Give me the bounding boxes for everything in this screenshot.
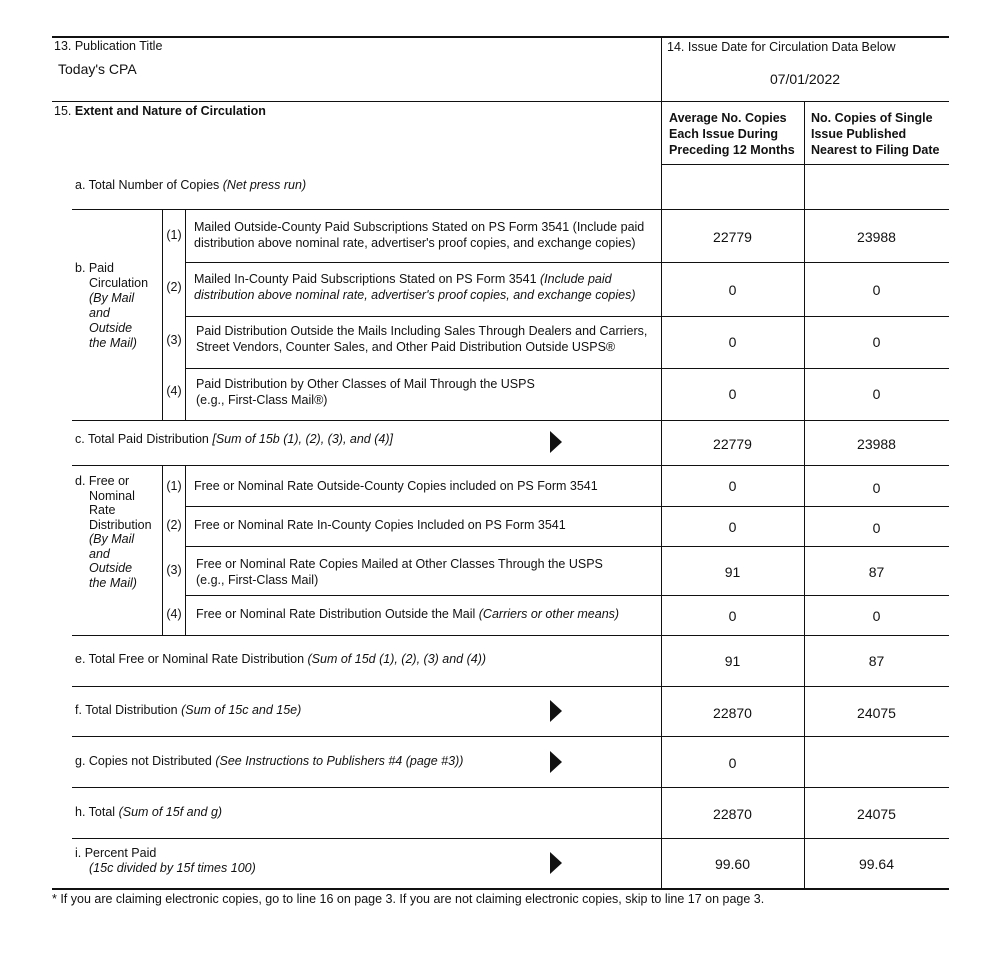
row-d1-number: (1) <box>166 479 182 493</box>
row-e-average: 91 <box>724 653 741 669</box>
row-b2-number: (2) <box>166 280 182 294</box>
item14-label: 14. Issue Date for Circulation Data Below <box>667 40 896 54</box>
col-header-single-issue: No. Copies of Single Issue Published Nearest to Filing Date <box>811 111 940 157</box>
row-i-average: 99.60 <box>714 856 751 872</box>
row-d2-number: (2) <box>166 518 182 532</box>
row-b3-number: (3) <box>166 333 182 347</box>
column-header-divider <box>661 164 949 165</box>
bottom-border <box>52 888 949 890</box>
row-d4-average: 0 <box>728 608 737 624</box>
row-d1-single: 0 <box>872 480 881 496</box>
row-f-average: 22870 <box>713 705 752 721</box>
row-a-label: a. Total Number of Copies (Net press run) <box>75 178 307 192</box>
issue-date: 07/01/2022 <box>769 71 841 87</box>
row-d4-text: Free or Nominal Rate Distribution Outside the Mail (Carriers or other means) <box>196 607 620 621</box>
footnote: * If you are claiming electronic copies, go to line 16 on page 3. If you are not claiming electronic copies, skip to line 17 on page 3. <box>52 892 765 906</box>
row-d4-single: 0 <box>872 608 881 624</box>
row-d3-single: 87 <box>868 564 885 580</box>
row-d2-single: 0 <box>872 520 881 536</box>
row-d3-text: Free or Nominal Rate Copies Mailed at Other Classes Through the USPS (e.g., First-Class Mail) <box>196 557 603 587</box>
row-e-single: 87 <box>868 653 885 669</box>
row-g-label: g. Copies not Distributed (See Instructions to Publishers #4 (page #3)) <box>75 754 464 768</box>
arrow-right-icon <box>550 751 562 773</box>
row-d2-text: Free or Nominal Rate In-County Copies Included on PS Form 3541 <box>194 518 566 532</box>
row-i-label: i. Percent Paid (15c divided by 15f times 100) <box>75 846 256 875</box>
row-c-label: c. Total Paid Distribution [Sum of 15b (1), (2), (3), and (4)] <box>75 432 393 446</box>
row-b3-average: 0 <box>728 334 737 350</box>
row-h-average: 22870 <box>713 806 752 822</box>
row-c-single: 23988 <box>857 436 896 452</box>
row-d1-average: 0 <box>728 478 737 494</box>
arrow-right-icon <box>550 431 562 453</box>
row-d3-number: (3) <box>166 563 182 577</box>
arrow-right-icon <box>550 852 562 874</box>
row-d1-text: Free or Nominal Rate Outside-County Copies included on PS Form 3541 <box>194 479 598 493</box>
row-b1-single: 23988 <box>857 229 896 245</box>
row-b2-text: Mailed In-County Paid Subscriptions Stated on PS Form 3541 (Include paid distribution above nominal rate, advertiser's proof copies, and exchange copies) <box>194 272 636 302</box>
row-b1-text: Mailed Outside-County Paid Subscriptions Stated on PS Form 3541 (Include paid distribution above nominal rate, advertiser's proof copies, and exchange copies) <box>194 220 645 250</box>
arrow-right-icon <box>550 700 562 722</box>
publication-title: Today's CPA <box>58 61 137 77</box>
row-b2-single: 0 <box>872 282 881 298</box>
row-d2-average: 0 <box>728 519 737 535</box>
row-b2-average: 0 <box>728 282 737 298</box>
row-b3-single: 0 <box>872 334 881 350</box>
section15-label: 15. Extent and Nature of Circulation <box>54 104 266 118</box>
row-b1-number: (1) <box>166 228 182 242</box>
row-g-average: 0 <box>728 755 737 771</box>
row-f-label: f. Total Distribution (Sum of 15c and 15e) <box>75 703 302 717</box>
row-b4-number: (4) <box>166 384 182 398</box>
row-b3-text: Paid Distribution Outside the Mails Including Sales Through Dealers and Carriers, Street Vendors, Counter Sales, and Other Paid Distribution Outside USPS® <box>196 324 648 354</box>
row-f-single: 24075 <box>857 705 896 721</box>
row-d4-number: (4) <box>166 607 182 621</box>
item13-label: 13. Publication Title <box>54 39 163 53</box>
row-i-single: 99.64 <box>858 856 895 872</box>
col-header-average: Average No. Copies Each Issue During Preceding 12 Months <box>669 111 795 157</box>
row-d-label: d. Free or Nominal Rate Distribution (By Mail and Outside the Mail) <box>75 474 152 590</box>
row-b4-single: 0 <box>872 386 881 402</box>
row-b4-text: Paid Distribution by Other Classes of Mail Through the USPS (e.g., First-Class Mail®) <box>196 377 535 407</box>
top-border <box>52 36 949 38</box>
row-b4-average: 0 <box>728 386 737 402</box>
row-b1-average: 22779 <box>713 229 752 245</box>
row-d3-average: 91 <box>724 564 741 580</box>
row-e-label: e. Total Free or Nominal Rate Distribution (Sum of 15d (1), (2), (3) and (4)) <box>75 652 487 666</box>
row-h-label: h. Total (Sum of 15f and g) <box>75 805 223 819</box>
header-divider <box>52 101 949 102</box>
row-h-single: 24075 <box>857 806 896 822</box>
row-b-label: b. Paid Circulation (By Mail and Outside the Mail) <box>75 261 149 350</box>
row-c-average: 22779 <box>713 436 752 452</box>
